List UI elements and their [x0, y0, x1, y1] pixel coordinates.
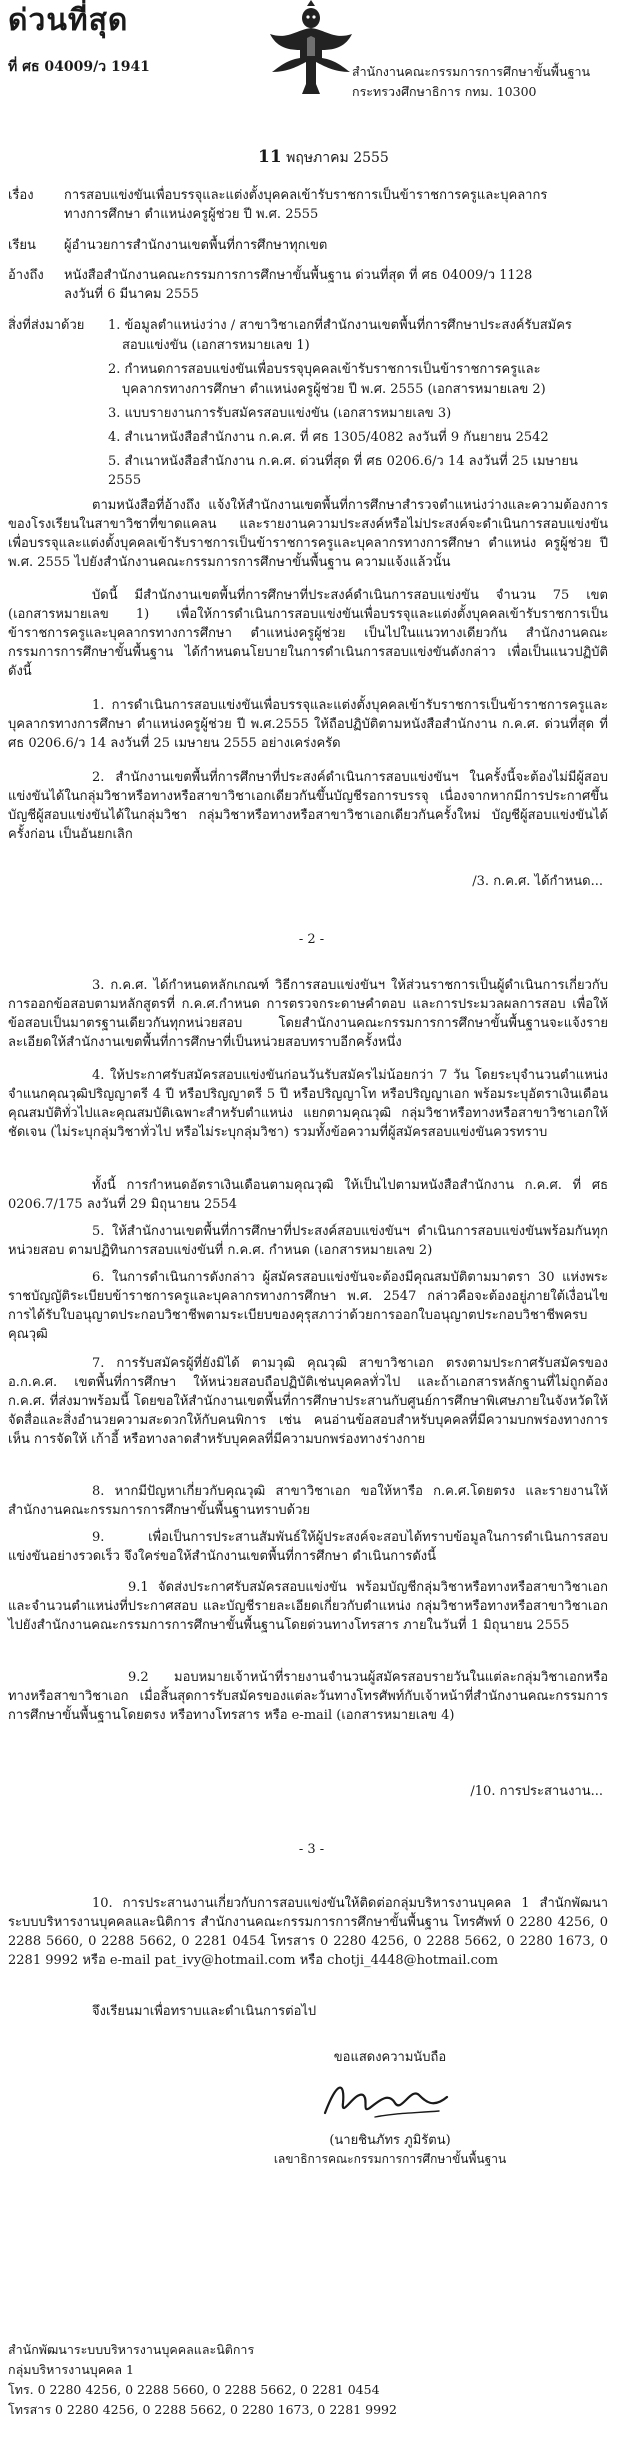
paragraph-item-6: 6. ในการดำเนินการดังกล่าว ผู้สมัครสอบแข่งขันจะต้องมีคุณสมบัติตามมาตรา 30 แห่งพระราชบัญญัติระเบียบข้าราชการครูและบุคลากรทางการศึกษา พ.ศ. 2547 กล่าวคือจะต้องอยู่ภายใต้เงื่อนไขการได้รับใบอนุญาตประกอบวิชาชีพตามระเบียบของคุรุสภาว่าด้วยการออกใบอนุญาตประกอบวิชาชีพครบคุณวุฒิ — [8, 1270, 608, 1342]
enclosure-item: บุคลากรทางการศึกษา ตำแหน่งครูผู้ช่วย ปี พ.ศ. 2555 (เอกสารหมายเลข 2) — [122, 382, 546, 397]
footer-phone: โทร. 0 2280 4256, 0 2288 5660, 0 2288 5662, 0 2281 0454 — [8, 2382, 380, 2397]
footer-bureau: สำนักพัฒนาระบบบริหารงานบุคคลและนิติการ — [8, 2342, 255, 2357]
page-number: - 2 - — [298, 932, 325, 947]
paragraph-item-3: 3. ก.ค.ศ. ได้กำหนดหลักเกณฑ์ วิธีการสอบแข่งขันฯ ให้ส่วนราชการเป็นผู้ดำเนินการเกี่ยวกับการออกข้อสอบตามหลักสูตรที่ ก.ค.ศ.กำหนด การตรวจกระดาษคำตอบ และการประมวลผลการสอบ เพื่อให้ข้อสอบเป็นมาตรฐานเดียวกันทุกหน่วยสอบ โดยสำนักงานคณะกรรมการการศึกษาขั้นพื้นฐานจะแจ้งรายละเอียดให้สำนักงานเขตพื้นที่การศึกษาที่เป็นหน่วยสอบทราบอีกครั้งหนึ่ง — [8, 978, 608, 1050]
document-date — [258, 148, 389, 168]
enclosure-item: 5. สำเนาหนังสือสำนักงาน ก.ค.ศ. ด่วนที่สุด ที่ ศธ 0206.6/ว 14 ลงวันที่ 25 เมษายน 2555 — [108, 454, 578, 488]
garuda-emblem-icon — [266, 0, 356, 96]
footer-group: กลุ่มบริหารงานบุคคล 1 — [8, 2362, 135, 2377]
enclosure-item: 4. สำเนาหนังสือสำนักงาน ก.ค.ศ. ที่ ศธ 1305/4082 ลงวันที่ 9 กันยายน 2542 — [108, 430, 549, 445]
paragraph-closing: จึงเรียนมาเพื่อทราบและดำเนินการต่อไป — [92, 2004, 317, 2019]
date-day: 11 — [258, 147, 282, 167]
subject-label: เรื่อง — [8, 188, 34, 203]
signatory-position: เลขาธิการคณะกรรมการการศึกษาขั้นพื้นฐาน — [273, 2152, 507, 2166]
paragraph-item-9-2: 9.2 มอบหมายเจ้าหน้าที่รายงานจำนวนผู้สมัครสอบรายวันในแต่ละกลุ่มวิชาเอกหรือทางหรือสาขาวิชาเอก เมื่อสิ้นสุดการรับสมัครของแต่ละวันทางโทรศัพท์กับเจ้าหน้าที่สำนักงานคณะกรรมการการศึกษาขั้นพื้นฐานโดยตรง หรือทางโทรสาร หรือ e-mail (เอกสารหมายเลข 4) — [8, 1670, 608, 1723]
contact-footer — [8, 2340, 608, 2420]
paragraph-item-5: 5. ให้สำนักงานเขตพื้นที่การศึกษาที่ประสงค์สอบแข่งขันฯ ดำเนินการสอบแข่งขันพร้อมกันทุกหน่วยสอบ ตามปฏิทินการสอบแข่งขันที่ ก.ค.ศ. กำหนด (เอกสารหมายเลข 2) — [8, 1224, 608, 1258]
subject-line-1: การสอบแข่งขันเพื่อบรรจุและแต่งตั้งบุคคลเข้ารับราชการเป็นข้าราชการครูและบุคลากร — [64, 188, 548, 203]
paragraph-policy: บัดนี้ มีสำนักงานเขตพื้นที่การศึกษาที่ประสงค์ดำเนินการสอบแข่งขัน จำนวน 75 เขต (เอกสารหมายเลข 1) เพื่อให้การดำเนินการสอบแข่งขันเพื่อบรรจุและแต่งตั้งบุคคลเข้ารับราชการเป็นข้าราชการครูและบุคลากรทางการศึกษา ตำแหน่งครูผู้ช่วย เป็นไปในแนวทางเดียวกัน สำนักงานคณะกรรมการการศึกษาขั้นพื้นฐาน ได้กำหนดนโยบายในการดำเนินการสอบแข่งขันดังกล่าว เพื่อเป็นแนวปฏิบัติ ดังนี้ — [8, 588, 608, 679]
enclosure-item: 1. ข้อมูลตำแหน่งว่าง / สาขาวิชาเอกที่สำนักงานเขตพื้นที่การศึกษาประสงค์รับสมัคร — [108, 318, 572, 333]
paragraph-intro: ตามหนังสือที่อ้างถึง แจ้งให้สำนักงานเขตพื้นที่การศึกษาสำรวจตำแหน่งว่างและความต้องการของโรงเรียนในสาขาวิชาที่ขาดแคลน และรายงานความประสงค์หรือไม่ประสงค์จะดำเนินการสอบแข่งขันเพื่อบรรจุและแต่งตั้งบุคคลเข้ารับราชการเป็นข้าราชการครูและบุคลากรทางการศึกษา ตำแหน่ง ครูผู้ช่วย ปี พ.ศ. 2555 ไปยังสำนักงานคณะกรรมการการศึกษาขั้นพื้นฐาน ความแจ้งแล้วนั้น — [8, 498, 608, 570]
date-month-year: พฤษภาคม 2555 — [286, 150, 389, 166]
reference-block — [8, 266, 608, 306]
to-text: ผู้อำนวยการสำนักงานเขตพื้นที่การศึกษาทุกเขต — [64, 238, 328, 253]
enclosures-label: สิ่งที่ส่งมาด้วย — [8, 318, 85, 333]
continuation-marker: /10. การประสานงาน... — [470, 1784, 603, 1799]
paragraph-item-1: 1. การดำเนินการสอบแข่งขันเพื่อบรรจุและแต่งตั้งบุคคลเข้ารับราชการเป็นข้าราชการครูและบุคลากรทางการศึกษา ตำแหน่งครูผู้ช่วย ปี พ.ศ.2555 ให้ถือปฏิบัติตามหนังสือสำนักงาน ก.ค.ศ. ด่วนที่สุด ที่ ศธ 0206.6/ว 14 ลงวันที่ 25 เมษายน 2555 อย่างเคร่งครัด — [8, 698, 608, 751]
enclosure-item: 2. กำหนดการสอบแข่งขันเพื่อบรรจุบุคคลเข้ารับราชการเป็นข้าราชการครูและ — [108, 362, 541, 377]
footer-fax: โทรสาร 0 2280 4256, 0 2288 5662, 0 2280 1673, 0 2281 9992 — [8, 2402, 397, 2417]
enclosure-item: 3. แบบรายงานการรับสมัครสอบแข่งขัน (เอกสารหมายเลข 3) — [108, 406, 452, 421]
to-label: เรียน — [8, 238, 36, 253]
handwritten-signature — [315, 2073, 465, 2129]
reference-text — [64, 266, 608, 304]
paragraph-item-4: 4. ให้ประกาศรับสมัครสอบแข่งขันก่อนวันรับสมัครไม่น้อยกว่า 7 วัน โดยระบุจำนวนตำแหน่ง จำแนกคุณวุฒิปริญญาตรี 4 ปี หรือปริญญาตรี 5 ปี หรือปริญญาโท หรือปริญญาเอก พร้อมระบุอัตราเงินเดือน คุณสมบัติทั่วไปและคุณสมบัติเฉพาะสำหรับตำแหน่ง แยกตามคุณวุฒิ กลุ่มวิชาหรือทางหรือสาขาวิชาเอกให้ชัดเจน (ไม่ระบุกลุ่มวิชาทั่วไป หรือไม่ระบุกลุ่มวิชา) รวมทั้งข้อความที่ผู้สมัครสอบแข่งขันควรทราบ — [8, 1068, 608, 1140]
reference-label: อ้างถึง — [8, 268, 44, 283]
page-number: - 3 - — [298, 1842, 325, 1857]
paragraph-item-9: 9. เพื่อเป็นการประสานสัมพันธ์ให้ผู้ประสงค์จะสอบได้ทราบข้อมูลในการดำเนินการสอบแข่งขันอย่างรวดเร็ว จึงใคร่ขอให้สำนักงานเขตพื้นที่การศึกษา ดำเนินการดังนี้ — [8, 1530, 608, 1564]
reference-line-2: ลงวันที่ 6 มีนาคม 2555 — [64, 287, 199, 302]
paragraph-item-8: 8. หากมีปัญหาเกี่ยวกับคุณวุฒิ สาขาวิชาเอก ขอให้หารือ ก.ค.ศ.โดยตรง และรายงานให้สำนักงานคณะกรรมการการศึกษาขั้นพื้นฐานทราบด้วย — [8, 1484, 608, 1518]
subject-line-2: ทางการศึกษา ตำแหน่งครูผู้ช่วย ปี พ.ศ. 2555 — [64, 207, 319, 222]
urgent-stamp: ด่วนที่สุด — [8, 3, 129, 38]
issuing-office — [352, 62, 612, 102]
document-number: ที่ ศธ 04009/ว 1941 — [8, 59, 150, 75]
to-block — [8, 236, 608, 256]
enclosure-item: สอบแข่งขัน (เอกสารหมายเลข 1) — [122, 338, 310, 353]
reference-line-1: หนังสือสำนักงานคณะกรรมการการศึกษาขั้นพื้นฐาน ด่วนที่สุด ที่ ศธ 04009/ว 1128 — [64, 268, 533, 283]
office-address: กระทรวงศึกษาธิการ กทม. 10300 — [352, 84, 537, 99]
paragraph-salary-note: ทั้งนี้ การกำหนดอัตราเงินเดือนตามคุณวุฒิ ให้เป็นไปตามหนังสือสำนักงาน ก.ค.ศ. ที่ ศธ 0206.7/175 ลงวันที่ 29 มิถุนายน 2554 — [8, 1178, 608, 1212]
continuation-marker: /3. ก.ค.ศ. ได้กำหนด... — [472, 874, 603, 889]
paragraph-item-7: 7. การรับสมัครผู้ที่ยังมิได้ ตามวุฒิ คุณวุฒิ สาขาวิชาเอก ตรงตามประกาศรับสมัครของ อ.ก.ค.ศ. เขตพื้นที่การศึกษา ให้หน่วยสอบถือปฏิบัติเช่นบุคคลทั่วไป และถ้าเอกสารหลักฐานที่ไม่ถูกต้อง ก.ค.ศ. ที่ส่งมาพร้อมนี้ โดยขอให้สำนักงานเขตพื้นที่การศึกษาประสานกับศูนย์การศึกษาพิเศษภายในจังหวัดให้จัดสื่อและสิ่งอำนวยความสะดวกให้กับคนพิการ เช่น คนอ่านข้อสอบสำหรับบุคคลที่มีความบกพร่องทางการเห็น การจัดให้ เก้าอี้ หรือทางลาดสำหรับบุคคลที่มีความบกพร่องทางร่างกาย — [8, 1356, 608, 1447]
closing-phrase: ขอแสดงความนับถือ — [333, 2050, 447, 2065]
office-name: สำนักงานคณะกรรมการการศึกษาขั้นพื้นฐาน — [352, 64, 591, 79]
paragraph-item-2: 2. สำนักงานเขตพื้นที่การศึกษาที่ประสงค์ดำเนินการสอบแข่งขันฯ ในครั้งนี้จะต้องไม่มีผู้สอบแข่งขันได้ในกลุ่มวิชาหรือทางหรือสาขาวิชาเอกเดียวกันขึ้นบัญชีรอการบรรจุ เนื่องจากหากมีการประกาศขึ้นบัญชีผู้สอบแข่งขันได้ในกลุ่มวิชา กลุ่มวิชาหรือทางหรือสาขาวิชาเอกเดียวกันครั้งใหม่ บัญชีผู้สอบแข่งขันได้ครั้งก่อน เป็นอันยกเลิก — [8, 770, 608, 842]
enclosures-block — [8, 316, 608, 488]
signatory-name: (นายชินภัทร ภูมิรัตน) — [329, 2133, 451, 2148]
signature-block — [230, 2048, 550, 2169]
subject-block — [8, 186, 608, 226]
subject-text — [64, 186, 608, 224]
paragraph-item-9-1: 9.1 จัดส่งประกาศรับสมัครสอบแข่งขัน พร้อมบัญชีกลุ่มวิชาหรือทางหรือสาขาวิชาเอก และจำนวนตำแหน่งที่ประกาศสอบ และบัญชีรายละเอียดเกี่ยวกับตำแหน่ง กลุ่มวิชาหรือทางหรือสาขาวิชาเอก ไปยังสำนักงานคณะกรรมการการศึกษาขั้นพื้นฐานโดยด่วนทางโทรสาร ภายในวันที่ 1 มิถุนายน 2555 — [8, 1580, 608, 1633]
paragraph-item-10: 10. การประสานงานเกี่ยวกับการสอบแข่งขันให้ติดต่อกลุ่มบริหารงานบุคคล 1 สำนักพัฒนาระบบบริหารงานบุคคลและนิติการ สำนักงานคณะกรรมการการศึกษาขั้นพื้นฐาน โทรศัพท์ 0 2280 4256, 0 2288 5660, 0 2288 5662, 0 2281 0454 โทรสาร 0 2280 4256, 0 2288 5662, 0 2280 1673, 0 2281 9992 หรือ e-mail pat_ivy@hotmail.com หรือ chotji_4448@hotmail.com — [8, 1896, 608, 1968]
